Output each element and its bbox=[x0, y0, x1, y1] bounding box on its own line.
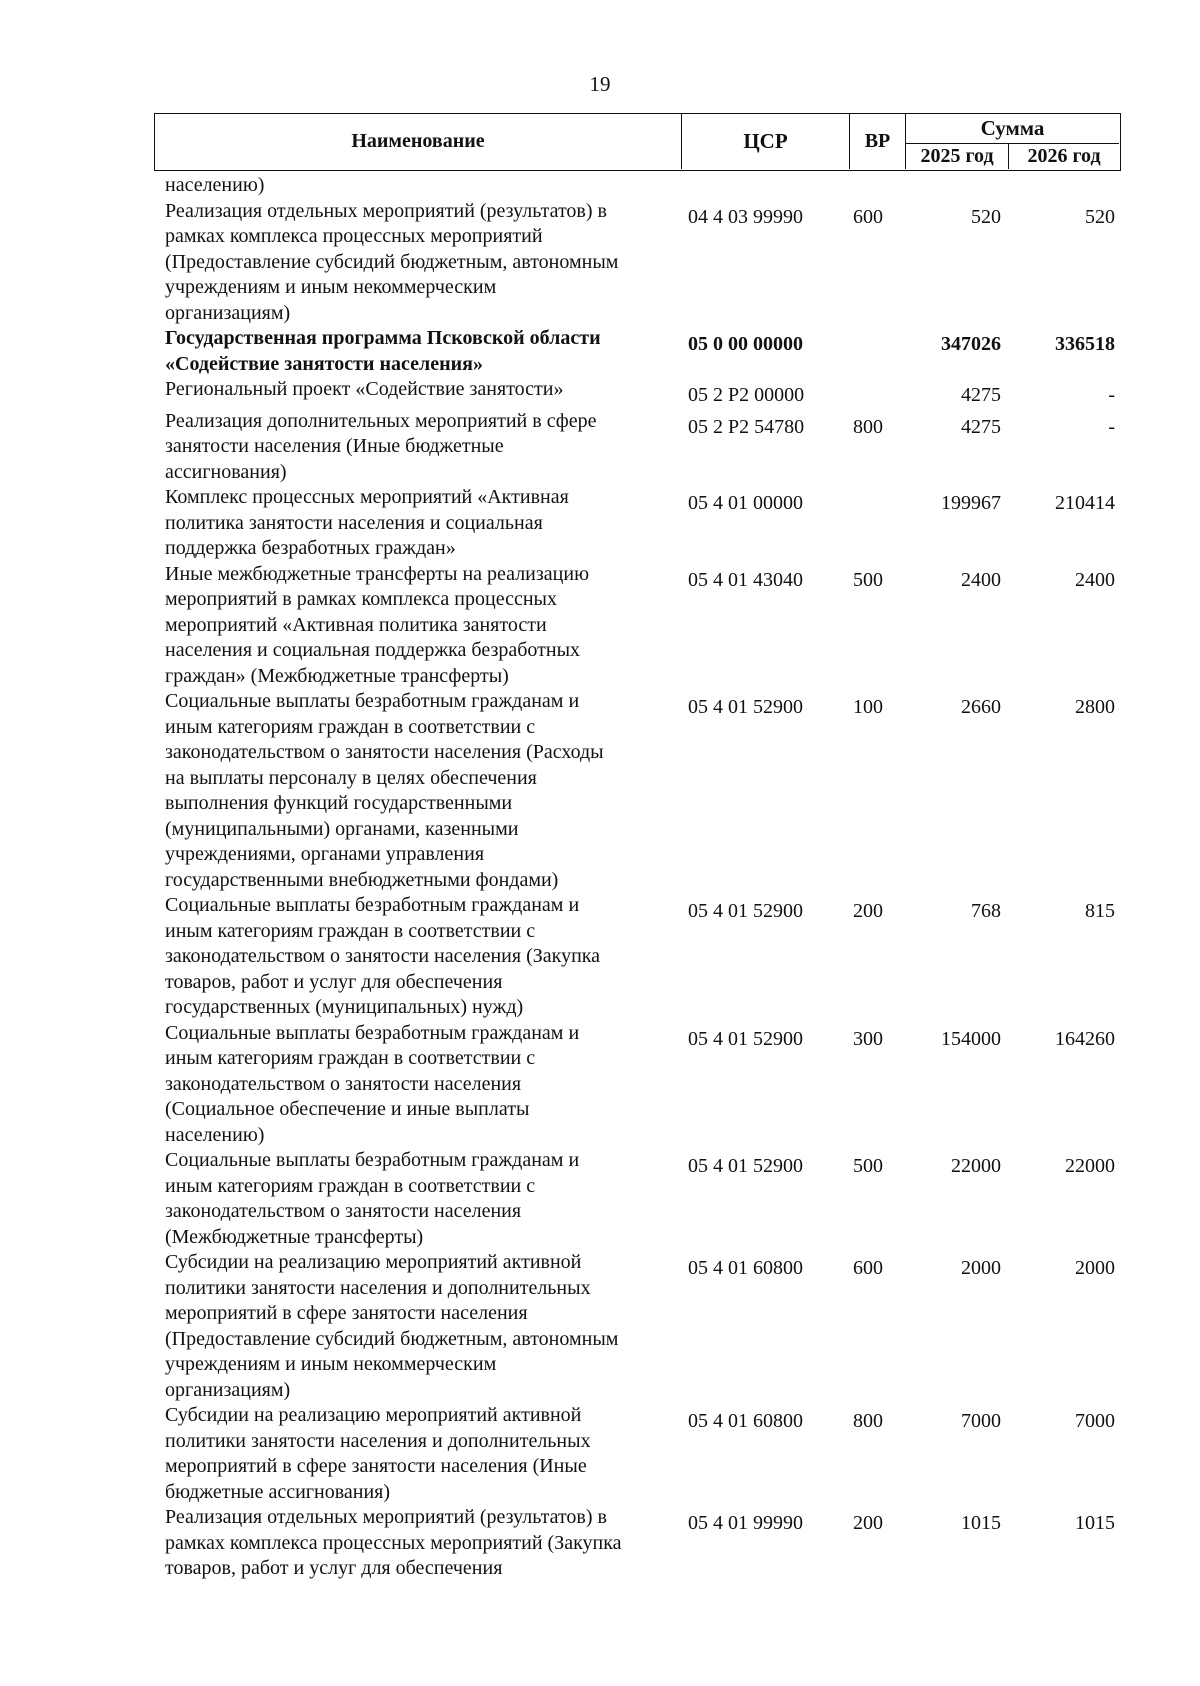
row-vr: 600 bbox=[853, 1257, 883, 1279]
table-row bbox=[165, 1021, 1120, 1149]
row-sum-2026: 1015 bbox=[1075, 1512, 1115, 1534]
row-vr: 300 bbox=[853, 1027, 883, 1050]
row-vr: 500 bbox=[853, 1155, 883, 1177]
header-sum: Сумма bbox=[906, 114, 1119, 144]
row-sum-2025: 4275 bbox=[961, 384, 1001, 406]
table-row bbox=[165, 1403, 1120, 1505]
row-vr bbox=[850, 173, 906, 179]
row-name: Реализация дополнительных мероприятий в сфере занятости населения (Иные бюджетные ассигнования) bbox=[165, 409, 597, 483]
row-sum-2025: 4275 bbox=[961, 415, 1001, 438]
row-sum-2025: 154000 bbox=[941, 1027, 1001, 1050]
row-csr: 05 2 Р2 00000 bbox=[688, 384, 805, 406]
row-name: Иные межбюджетные трансферты на реализацию мероприятий в рамках комплекса процессных мероприятий «Активная политика занятости населения и социальная поддержка безработных граждан» (Межбюджетные трансферты) bbox=[165, 562, 590, 687]
row-csr: 05 4 01 52900 bbox=[688, 1027, 803, 1050]
table-row bbox=[165, 1505, 1120, 1582]
header-vr: ВР bbox=[850, 114, 906, 169]
row-csr: 05 0 00 00000 bbox=[688, 333, 803, 355]
row-vr: 800 bbox=[853, 1410, 883, 1432]
row-name: Социальные выплаты безработным гражданам и иным категориям граждан в соответствии с законодательством о занятости населения (Закупка товаров, работ и услуг для обеспечения государственных (муниципальных) нужд) bbox=[165, 894, 601, 1018]
table-row bbox=[165, 409, 1120, 486]
row-name: населению) bbox=[165, 174, 265, 196]
table-header bbox=[154, 113, 1121, 171]
row-sum-2025: 199967 bbox=[941, 492, 1001, 514]
row-sum-2026: 2800 bbox=[1075, 696, 1115, 718]
row-sum-2026: - bbox=[1108, 415, 1115, 438]
row-vr: 200 bbox=[853, 1512, 883, 1534]
header-year-2026: 2026 год bbox=[1027, 145, 1101, 167]
row-sum-2025: 520 bbox=[971, 205, 1001, 228]
row-csr: 05 2 Р2 54780 bbox=[688, 415, 805, 438]
row-csr: 05 4 01 43040 bbox=[688, 568, 803, 591]
row-name: Реализация отдельных мероприятий (результатов) в рамках комплекса процессных мероприятий (Предоставление субсидий бюджетным, автономным учреждениям и иным некоммерческим организациям) bbox=[165, 199, 619, 324]
table-row bbox=[165, 173, 1120, 199]
table-row bbox=[165, 689, 1120, 893]
row-sum-2025: 2660 bbox=[961, 696, 1001, 718]
row-sum-2026: 210414 bbox=[1055, 492, 1115, 514]
page-number: 19 bbox=[589, 72, 611, 96]
row-sum-2026: 520 bbox=[1085, 205, 1115, 228]
row-csr: 05 4 01 60800 bbox=[688, 1410, 803, 1432]
row-vr: 600 bbox=[853, 205, 883, 228]
table-row bbox=[165, 1250, 1120, 1403]
table-row bbox=[165, 199, 1120, 327]
row-vr bbox=[850, 377, 906, 383]
row-name: Комплекс процессных мероприятий «Активная политика занятости населения и социальная поддержка безработных граждан» bbox=[165, 486, 569, 559]
table-row bbox=[165, 562, 1120, 690]
row-sum-2025: 768 bbox=[971, 900, 1001, 922]
row-name: Социальные выплаты безработным гражданам и иным категориям граждан в соответствии с законодательством о занятости населения (Расходы на выплаты персоналу в целях обеспечения выполнения функций государственными (муниципальными) органами, казенными учреждениями, органами управления государственными внебюджетными фондами) bbox=[165, 690, 604, 891]
row-csr: 05 4 01 52900 bbox=[688, 1155, 803, 1177]
row-name: Социальные выплаты безработным гражданам и иным категориям граждан в соответствии с законодательством о занятости населения (Социальное обеспечение и иные выплаты населению) bbox=[165, 1021, 580, 1146]
row-sum-2026: - bbox=[1108, 384, 1115, 406]
row-sum-2026: 22000 bbox=[1065, 1155, 1115, 1177]
row-name: Региональный проект «Содействие занятости» bbox=[165, 378, 564, 400]
row-name: Реализация отдельных мероприятий (результатов) в рамках комплекса процессных мероприятий (Закупка товаров, работ и услуг для обеспечения bbox=[165, 1506, 622, 1579]
row-csr: 05 4 01 00000 bbox=[688, 492, 803, 514]
row-vr bbox=[850, 485, 906, 491]
row-sum-2026: 815 bbox=[1085, 900, 1115, 922]
table-body bbox=[165, 173, 1120, 1582]
row-csr: 05 4 01 60800 bbox=[688, 1257, 803, 1279]
row-sum-2025: 2400 bbox=[961, 568, 1001, 591]
row-name: Социальные выплаты безработным гражданам и иным категориям граждан в соответствии с законодательством о занятости населения (Межбюджетные трансферты) bbox=[165, 1149, 580, 1248]
row-vr: 800 bbox=[853, 415, 883, 438]
header-name: Наименование bbox=[155, 114, 682, 169]
row-sum-2025: 347026 bbox=[941, 333, 1001, 355]
row-vr: 500 bbox=[853, 568, 883, 591]
header-year-2025: 2025 год bbox=[906, 144, 1009, 169]
row-vr bbox=[850, 326, 906, 332]
row-csr: 04 4 03 99990 bbox=[688, 205, 803, 228]
row-csr bbox=[682, 173, 850, 179]
row-sum-2026: 2000 bbox=[1075, 1257, 1115, 1279]
row-vr: 200 bbox=[853, 900, 883, 922]
row-sum-2025: 1015 bbox=[961, 1512, 1001, 1534]
row-sum-2026: 164260 bbox=[1055, 1027, 1115, 1050]
row-sum-2025 bbox=[906, 173, 1009, 179]
table-row bbox=[165, 485, 1120, 562]
row-sum-2026 bbox=[1009, 173, 1120, 179]
row-sum-2025: 22000 bbox=[951, 1155, 1001, 1177]
table-row bbox=[165, 1148, 1120, 1250]
row-csr: 05 4 01 52900 bbox=[688, 696, 803, 718]
table-row bbox=[165, 326, 1120, 377]
row-name: Государственная программа Псковской области «Содействие занятости населения» bbox=[165, 327, 601, 375]
row-name: Субсидии на реализацию мероприятий активной политики занятости населения и дополнительных мероприятий в сфере занятости населения (Предоставление субсидий бюджетным, автономным учреждениям и иным некоммерческим организациям) bbox=[165, 1251, 619, 1401]
header-csr: ЦСР bbox=[682, 114, 850, 169]
row-sum-2026: 2400 bbox=[1075, 568, 1115, 591]
row-csr: 05 4 01 52900 bbox=[688, 900, 803, 922]
table-row bbox=[165, 377, 1120, 409]
row-sum-2025: 7000 bbox=[961, 1410, 1001, 1432]
row-sum-2025: 2000 bbox=[961, 1257, 1001, 1279]
row-vr: 100 bbox=[853, 696, 883, 718]
row-name: Субсидии на реализацию мероприятий активной политики занятости населения и дополнительных мероприятий в сфере занятости населения (Иные бюджетные ассигнования) bbox=[165, 1404, 591, 1503]
row-csr: 05 4 01 99990 bbox=[688, 1512, 803, 1534]
row-sum-2026: 7000 bbox=[1075, 1410, 1115, 1432]
row-sum-2026: 336518 bbox=[1055, 333, 1115, 355]
table-row bbox=[165, 893, 1120, 1021]
